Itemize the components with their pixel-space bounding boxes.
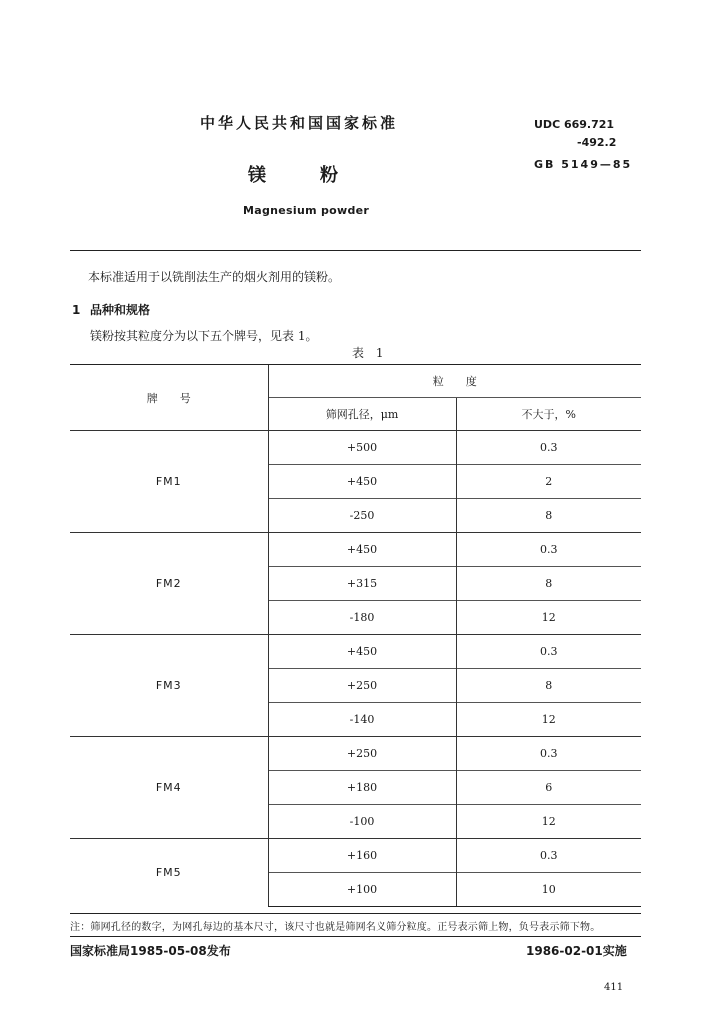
sieve-size-cell: +450 — [268, 465, 456, 499]
table-row — [70, 431, 641, 465]
max-percent-cell: 10 — [456, 873, 641, 907]
max-percent-cell: 0.3 — [456, 431, 641, 465]
sieve-size-cell: -250 — [268, 499, 456, 533]
table-row — [70, 635, 641, 669]
grade-table — [70, 364, 641, 907]
table-note: 注：筛网孔径的数字，为网孔每边的基本尺寸，该尺寸也就是筛网名义筛分粒度。正号表示筛上物，负号表示筛下物。 — [70, 922, 601, 933]
table-row — [70, 737, 641, 771]
sieve-size-cell: +180 — [268, 771, 456, 805]
table-row — [70, 533, 641, 567]
header-sieve: 筛网孔径，μm — [268, 398, 456, 431]
max-percent-cell: 0.3 — [456, 737, 641, 771]
max-percent-cell: 12 — [456, 805, 641, 839]
grade-cell: FM1 — [70, 431, 268, 533]
section-1-number: 1 — [72, 303, 81, 317]
sieve-size-cell: +250 — [268, 669, 456, 703]
scope-paragraph: 本标准适用于以铣削法生产的烟火剂用的镁粉。 — [88, 270, 341, 284]
document-title: 镁粉 — [248, 165, 392, 186]
sieve-size-cell: +250 — [268, 737, 456, 771]
effective-date: 1986-02-01实施 — [526, 944, 627, 958]
grade-cell: FM3 — [70, 635, 268, 737]
max-percent-cell: 6 — [456, 771, 641, 805]
sieve-size-cell: +500 — [268, 431, 456, 465]
sieve-size-cell: -180 — [268, 601, 456, 635]
max-percent-cell: 0.3 — [456, 635, 641, 669]
header-divider — [70, 250, 641, 251]
section-1-title: 品种和规格 — [90, 303, 151, 317]
sieve-size-cell: -100 — [268, 805, 456, 839]
sieve-size-cell: +100 — [268, 873, 456, 907]
grade-cell: FM4 — [70, 737, 268, 839]
sieve-size-cell: -140 — [268, 703, 456, 737]
sieve-size-cell: +450 — [268, 533, 456, 567]
document-subtitle: Magnesium powder — [243, 204, 370, 217]
max-percent-cell: 2 — [456, 465, 641, 499]
udc-code: UDC 669.721 — [534, 118, 615, 131]
standard-org-title: 中华人民共和国国家标准 — [200, 114, 399, 132]
max-percent-cell: 8 — [456, 567, 641, 601]
max-percent-cell: 12 — [456, 601, 641, 635]
max-percent-cell: 0.3 — [456, 533, 641, 567]
page-number: 411 — [604, 982, 624, 993]
header-granularity: 粒 度 — [268, 365, 641, 398]
issue-date: 国家标准局1985-05-08发布 — [70, 944, 231, 958]
section-1-text: 镁粉按其粒度分为以下五个牌号，见表 1。 — [90, 329, 318, 343]
note-divider — [70, 913, 641, 914]
header-max-percent: 不大于，% — [456, 398, 641, 431]
sieve-size-cell: +315 — [268, 567, 456, 601]
max-percent-cell: 8 — [456, 499, 641, 533]
grade-table-body — [70, 431, 641, 907]
table-row — [70, 839, 641, 873]
header-grade: 牌 号 — [70, 365, 268, 431]
section-1-heading — [72, 301, 150, 318]
max-percent-cell: 0.3 — [456, 839, 641, 873]
max-percent-cell: 12 — [456, 703, 641, 737]
grade-cell: FM5 — [70, 839, 268, 907]
footer-divider — [70, 936, 641, 937]
udc-code-suffix: -492.2 — [577, 136, 617, 149]
max-percent-cell: 8 — [456, 669, 641, 703]
grade-cell: FM2 — [70, 533, 268, 635]
table-caption: 表 1 — [352, 346, 388, 360]
sieve-size-cell: +160 — [268, 839, 456, 873]
sieve-size-cell: +450 — [268, 635, 456, 669]
gb-standard-number: GB 5149—85 — [534, 158, 633, 171]
